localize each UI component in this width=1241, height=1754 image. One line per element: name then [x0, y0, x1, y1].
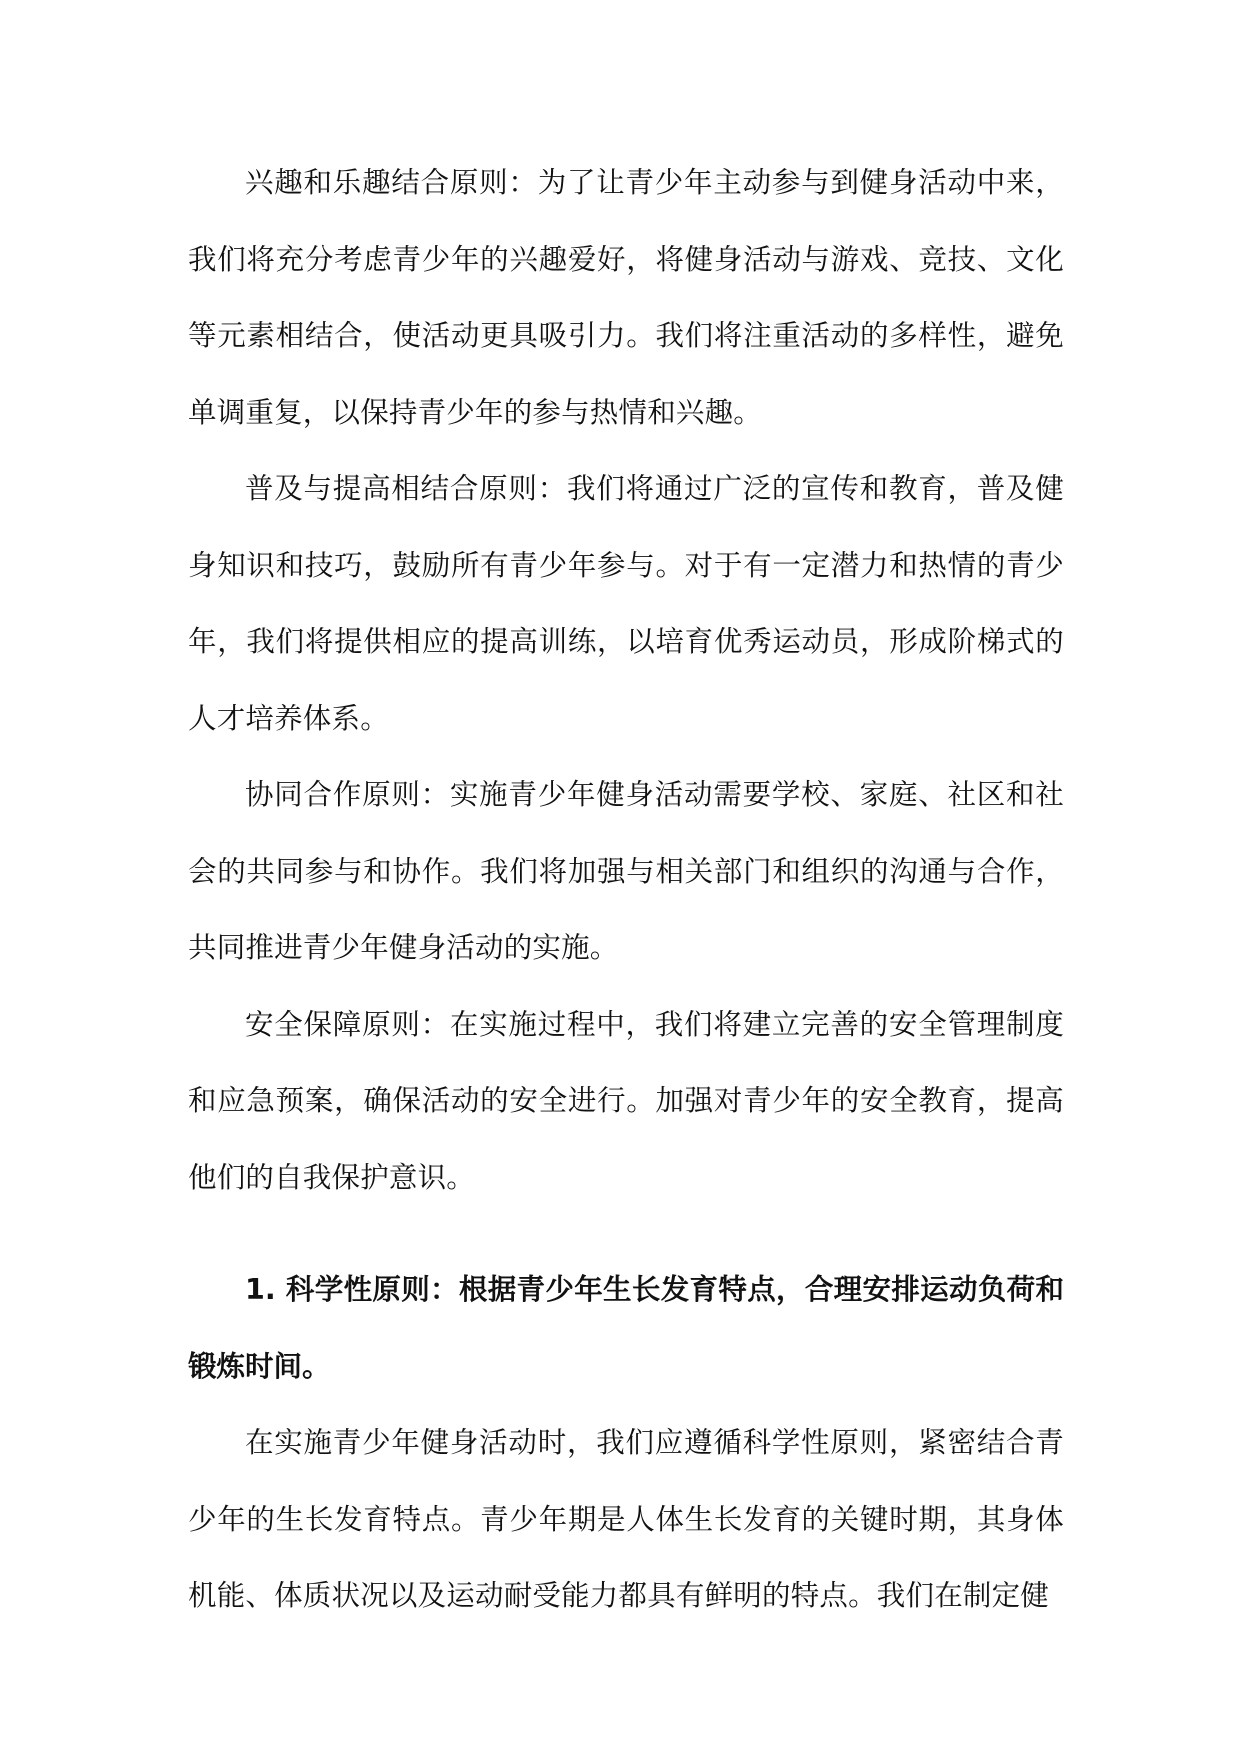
- paragraph-safety-principle: 安全保障原则：在实施过程中，我们将建立完善的安全管理制度和应急预案，确保活动的安全进行。加强对青少年的安全教育，提高他们的自我保护意识。: [188, 1007, 1064, 1194]
- paragraph-cooperation-principle: 协同合作原则：实施青少年健身活动需要学校、家庭、社区和社会的共同参与和协作。我们将加强与相关部门和组织的沟通与合作，共同推进青少年健身活动的实施。: [188, 778, 1064, 964]
- paragraph-popularize-principle: 普及与提高相结合原则：我们将通过广泛的宣传和教育，普及健身知识和技巧，鼓励所有青少年参与。对于有一定潜力和热情的青少年，我们将提供相应的提高训练，以培育优秀运动员，形成阶梯式的人才培养体系。: [188, 472, 1064, 735]
- section-heading-scientific-principle: 1. 科学性原则：根据青少年生长发育特点，合理安排运动负荷和锻炼时间。: [188, 1273, 1064, 1383]
- paragraph-interest-principle: 兴趣和乐趣结合原则：为了让青少年主动参与到健身活动中来，我们将充分考虑青少年的兴趣爱好，将健身活动与游戏、竞技、文化等元素相结合，使活动更具吸引力。我们将注重活动的多样性，避免单调重复，以保持青少年的参与热情和兴趣。: [188, 166, 1064, 429]
- paragraph-scientific-principle: 在实施青少年健身活动时，我们应遵循科学性原则，紧密结合青少年的生长发育特点。青少年期是人体生长发育的关键时期，其身体机能、体质状况以及运动耐受能力都具有鲜明的特点。我们在制定健: [188, 1426, 1064, 1612]
- document-body: [188, 145, 1064, 1635]
